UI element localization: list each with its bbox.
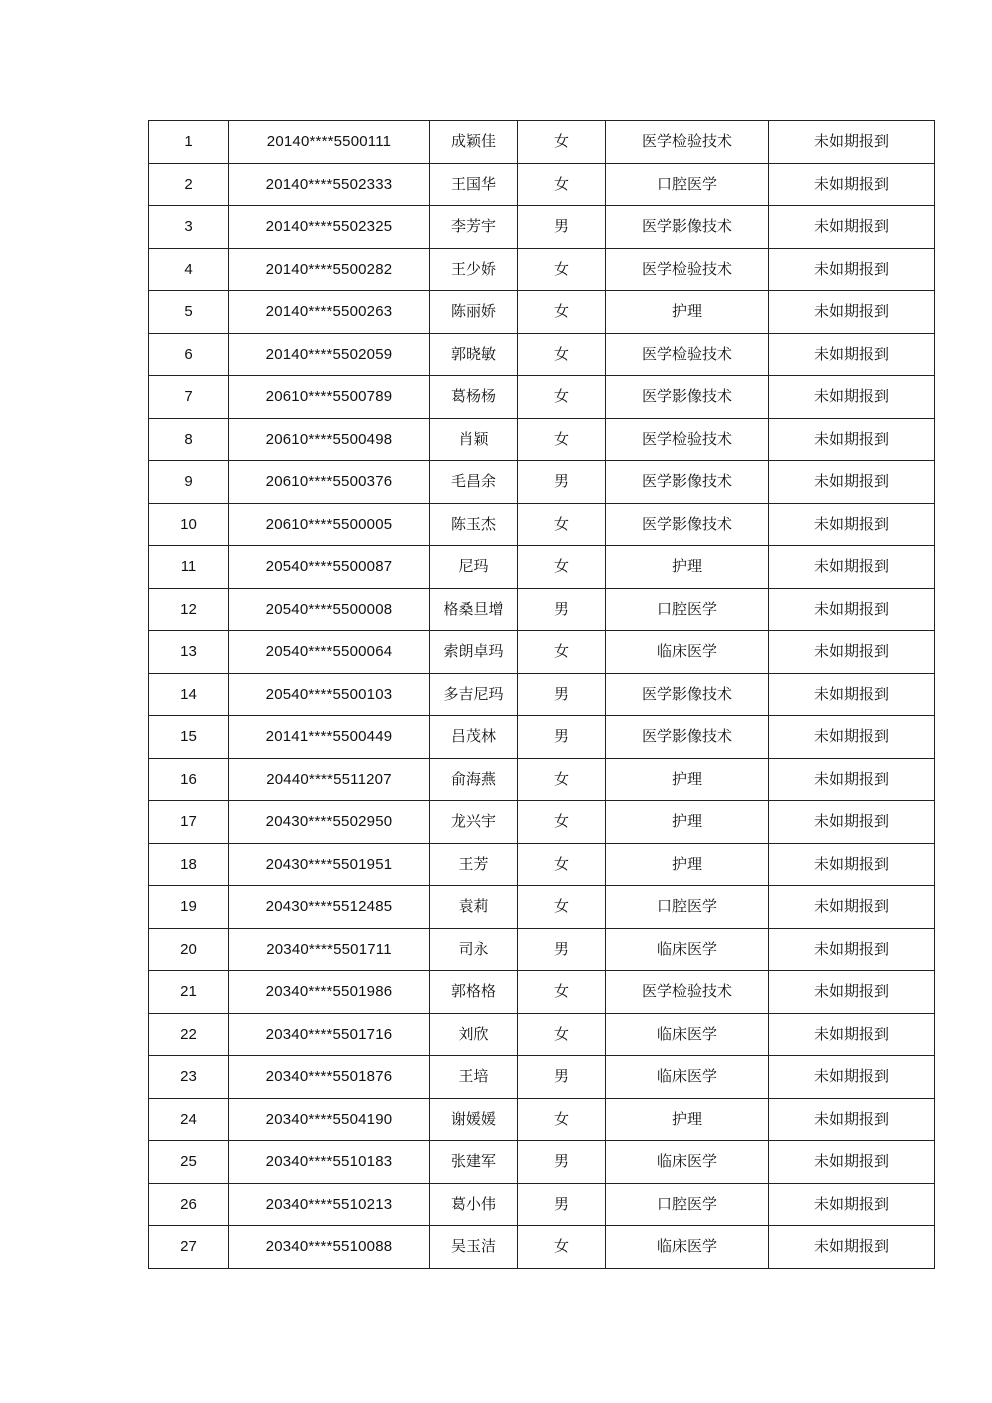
table-row: [149, 1098, 935, 1141]
student-name-cell: 刘欣: [430, 1013, 518, 1056]
student-id-cell: 20430****5501951: [229, 843, 430, 886]
student-name-cell: 郭晓敏: [430, 333, 518, 376]
student-id-cell: 20140****5500263: [229, 291, 430, 334]
row-index-cell: 21: [149, 971, 229, 1014]
major-cell: 医学检验技术: [606, 333, 769, 376]
student-name-cell: 多吉尼玛: [430, 673, 518, 716]
report-status-cell: 未如期报到: [769, 631, 935, 674]
student-id-cell: 20610****5500005: [229, 503, 430, 546]
table-row: [149, 248, 935, 291]
gender-cell: 女: [518, 546, 606, 589]
row-index-cell: 15: [149, 716, 229, 759]
student-id-cell: 20440****5511207: [229, 758, 430, 801]
table-row: [149, 971, 935, 1014]
student-id-cell: 20141****5500449: [229, 716, 430, 759]
gender-cell: 女: [518, 121, 606, 164]
student-name-cell: 张建军: [430, 1141, 518, 1184]
gender-cell: 女: [518, 291, 606, 334]
row-index-cell: 22: [149, 1013, 229, 1056]
gender-cell: 女: [518, 376, 606, 419]
student-id-cell: 20340****5510213: [229, 1183, 430, 1226]
report-status-cell: 未如期报到: [769, 121, 935, 164]
table-row: [149, 928, 935, 971]
student-name-cell: 成颖佳: [430, 121, 518, 164]
major-cell: 临床医学: [606, 1013, 769, 1056]
table-row: [149, 291, 935, 334]
report-status-cell: 未如期报到: [769, 1056, 935, 1099]
student-name-cell: 索朗卓玛: [430, 631, 518, 674]
table-row: [149, 503, 935, 546]
report-status-cell: 未如期报到: [769, 206, 935, 249]
row-index-cell: 24: [149, 1098, 229, 1141]
gender-cell: 女: [518, 418, 606, 461]
student-id-cell: 20340****5510183: [229, 1141, 430, 1184]
student-name-cell: 俞海燕: [430, 758, 518, 801]
gender-cell: 女: [518, 1226, 606, 1269]
major-cell: 临床医学: [606, 1141, 769, 1184]
table-row: [149, 801, 935, 844]
gender-cell: 男: [518, 1141, 606, 1184]
report-status-cell: 未如期报到: [769, 1098, 935, 1141]
student-id-cell: 20540****5500064: [229, 631, 430, 674]
gender-cell: 女: [518, 801, 606, 844]
report-status-cell: 未如期报到: [769, 716, 935, 759]
row-index-cell: 8: [149, 418, 229, 461]
report-status-cell: 未如期报到: [769, 886, 935, 929]
student-id-cell: 20540****5500008: [229, 588, 430, 631]
row-index-cell: 25: [149, 1141, 229, 1184]
report-status-cell: 未如期报到: [769, 546, 935, 589]
gender-cell: 女: [518, 163, 606, 206]
row-index-cell: 9: [149, 461, 229, 504]
row-index-cell: 2: [149, 163, 229, 206]
student-id-cell: 20340****5501711: [229, 928, 430, 971]
gender-cell: 女: [518, 843, 606, 886]
report-status-cell: 未如期报到: [769, 1013, 935, 1056]
report-status-cell: 未如期报到: [769, 971, 935, 1014]
major-cell: 医学影像技术: [606, 206, 769, 249]
table-row: [149, 758, 935, 801]
major-cell: 口腔医学: [606, 588, 769, 631]
row-index-cell: 17: [149, 801, 229, 844]
row-index-cell: 4: [149, 248, 229, 291]
student-name-cell: 李芳宇: [430, 206, 518, 249]
table-row: [149, 333, 935, 376]
major-cell: 医学影像技术: [606, 716, 769, 759]
student-name-cell: 袁莉: [430, 886, 518, 929]
row-index-cell: 11: [149, 546, 229, 589]
student-name-cell: 格桑旦增: [430, 588, 518, 631]
gender-cell: 女: [518, 631, 606, 674]
row-index-cell: 12: [149, 588, 229, 631]
row-index-cell: 3: [149, 206, 229, 249]
report-status-cell: 未如期报到: [769, 461, 935, 504]
student-id-cell: 20430****5502950: [229, 801, 430, 844]
major-cell: 医学检验技术: [606, 418, 769, 461]
report-status-cell: 未如期报到: [769, 503, 935, 546]
student-id-cell: 20340****5501716: [229, 1013, 430, 1056]
report-status-cell: 未如期报到: [769, 333, 935, 376]
row-index-cell: 16: [149, 758, 229, 801]
report-status-cell: 未如期报到: [769, 163, 935, 206]
major-cell: 护理: [606, 1098, 769, 1141]
report-status-cell: 未如期报到: [769, 1226, 935, 1269]
student-id-cell: 20340****5501986: [229, 971, 430, 1014]
student-name-cell: 吴玉洁: [430, 1226, 518, 1269]
major-cell: 医学检验技术: [606, 121, 769, 164]
table-row: [149, 843, 935, 886]
table-row: [149, 886, 935, 929]
student-report-table: [148, 120, 935, 1269]
major-cell: 护理: [606, 291, 769, 334]
student-name-cell: 龙兴宇: [430, 801, 518, 844]
gender-cell: 男: [518, 206, 606, 249]
row-index-cell: 23: [149, 1056, 229, 1099]
major-cell: 口腔医学: [606, 163, 769, 206]
major-cell: 医学影像技术: [606, 673, 769, 716]
major-cell: 护理: [606, 546, 769, 589]
student-id-cell: 20140****5502325: [229, 206, 430, 249]
report-status-cell: 未如期报到: [769, 673, 935, 716]
row-index-cell: 7: [149, 376, 229, 419]
table-row: [149, 1056, 935, 1099]
row-index-cell: 14: [149, 673, 229, 716]
student-id-cell: 20610****5500376: [229, 461, 430, 504]
major-cell: 口腔医学: [606, 1183, 769, 1226]
student-name-cell: 葛杨杨: [430, 376, 518, 419]
table-row: [149, 546, 935, 589]
table-row: [149, 631, 935, 674]
gender-cell: 女: [518, 1098, 606, 1141]
major-cell: 临床医学: [606, 1056, 769, 1099]
gender-cell: 男: [518, 928, 606, 971]
table-row: [149, 1226, 935, 1269]
row-index-cell: 6: [149, 333, 229, 376]
row-index-cell: 10: [149, 503, 229, 546]
student-name-cell: 毛昌余: [430, 461, 518, 504]
student-name-cell: 葛小伟: [430, 1183, 518, 1226]
student-id-cell: 20540****5500087: [229, 546, 430, 589]
major-cell: 临床医学: [606, 928, 769, 971]
gender-cell: 女: [518, 248, 606, 291]
report-status-cell: 未如期报到: [769, 1183, 935, 1226]
gender-cell: 男: [518, 673, 606, 716]
gender-cell: 男: [518, 716, 606, 759]
report-status-cell: 未如期报到: [769, 928, 935, 971]
student-id-cell: 20610****5500498: [229, 418, 430, 461]
major-cell: 口腔医学: [606, 886, 769, 929]
student-id-cell: 20340****5501876: [229, 1056, 430, 1099]
gender-cell: 男: [518, 1183, 606, 1226]
row-index-cell: 18: [149, 843, 229, 886]
table-row: [149, 206, 935, 249]
student-name-cell: 司永: [430, 928, 518, 971]
student-id-cell: 20140****5500282: [229, 248, 430, 291]
row-index-cell: 20: [149, 928, 229, 971]
student-name-cell: 吕茂林: [430, 716, 518, 759]
table-body: [149, 121, 935, 1269]
report-status-cell: 未如期报到: [769, 801, 935, 844]
gender-cell: 男: [518, 1056, 606, 1099]
table-row: [149, 1183, 935, 1226]
student-name-cell: 尼玛: [430, 546, 518, 589]
major-cell: 医学影像技术: [606, 503, 769, 546]
major-cell: 护理: [606, 843, 769, 886]
gender-cell: 女: [518, 886, 606, 929]
major-cell: 医学影像技术: [606, 461, 769, 504]
table-row: [149, 1141, 935, 1184]
gender-cell: 男: [518, 588, 606, 631]
report-status-cell: 未如期报到: [769, 376, 935, 419]
student-id-cell: 20540****5500103: [229, 673, 430, 716]
report-status-cell: 未如期报到: [769, 758, 935, 801]
major-cell: 医学检验技术: [606, 971, 769, 1014]
major-cell: 护理: [606, 801, 769, 844]
student-name-cell: 王国华: [430, 163, 518, 206]
student-name-cell: 陈玉杰: [430, 503, 518, 546]
table-row: [149, 163, 935, 206]
student-id-cell: 20140****5500111: [229, 121, 430, 164]
table-row: [149, 418, 935, 461]
row-index-cell: 1: [149, 121, 229, 164]
gender-cell: 女: [518, 971, 606, 1014]
major-cell: 临床医学: [606, 631, 769, 674]
student-name-cell: 王芳: [430, 843, 518, 886]
student-id-cell: 20430****5512485: [229, 886, 430, 929]
student-name-cell: 陈丽娇: [430, 291, 518, 334]
major-cell: 医学影像技术: [606, 376, 769, 419]
row-index-cell: 26: [149, 1183, 229, 1226]
major-cell: 护理: [606, 758, 769, 801]
row-index-cell: 27: [149, 1226, 229, 1269]
table-row: [149, 673, 935, 716]
report-status-cell: 未如期报到: [769, 291, 935, 334]
student-name-cell: 王少娇: [430, 248, 518, 291]
row-index-cell: 5: [149, 291, 229, 334]
student-id-cell: 20140****5502333: [229, 163, 430, 206]
gender-cell: 女: [518, 333, 606, 376]
student-id-cell: 20340****5504190: [229, 1098, 430, 1141]
table-row: [149, 716, 935, 759]
row-index-cell: 19: [149, 886, 229, 929]
student-id-cell: 20140****5502059: [229, 333, 430, 376]
student-name-cell: 郭格格: [430, 971, 518, 1014]
row-index-cell: 13: [149, 631, 229, 674]
report-status-cell: 未如期报到: [769, 418, 935, 461]
student-id-cell: 20340****5510088: [229, 1226, 430, 1269]
table-row: [149, 121, 935, 164]
student-name-cell: 王培: [430, 1056, 518, 1099]
report-status-cell: 未如期报到: [769, 588, 935, 631]
table-row: [149, 1013, 935, 1056]
table-row: [149, 376, 935, 419]
gender-cell: 女: [518, 503, 606, 546]
report-status-cell: 未如期报到: [769, 1141, 935, 1184]
table-row: [149, 461, 935, 504]
gender-cell: 女: [518, 1013, 606, 1056]
report-status-cell: 未如期报到: [769, 843, 935, 886]
table-row: [149, 588, 935, 631]
student-id-cell: 20610****5500789: [229, 376, 430, 419]
major-cell: 医学检验技术: [606, 248, 769, 291]
report-status-cell: 未如期报到: [769, 248, 935, 291]
student-name-cell: 肖颖: [430, 418, 518, 461]
gender-cell: 男: [518, 461, 606, 504]
gender-cell: 女: [518, 758, 606, 801]
major-cell: 临床医学: [606, 1226, 769, 1269]
student-name-cell: 谢媛媛: [430, 1098, 518, 1141]
